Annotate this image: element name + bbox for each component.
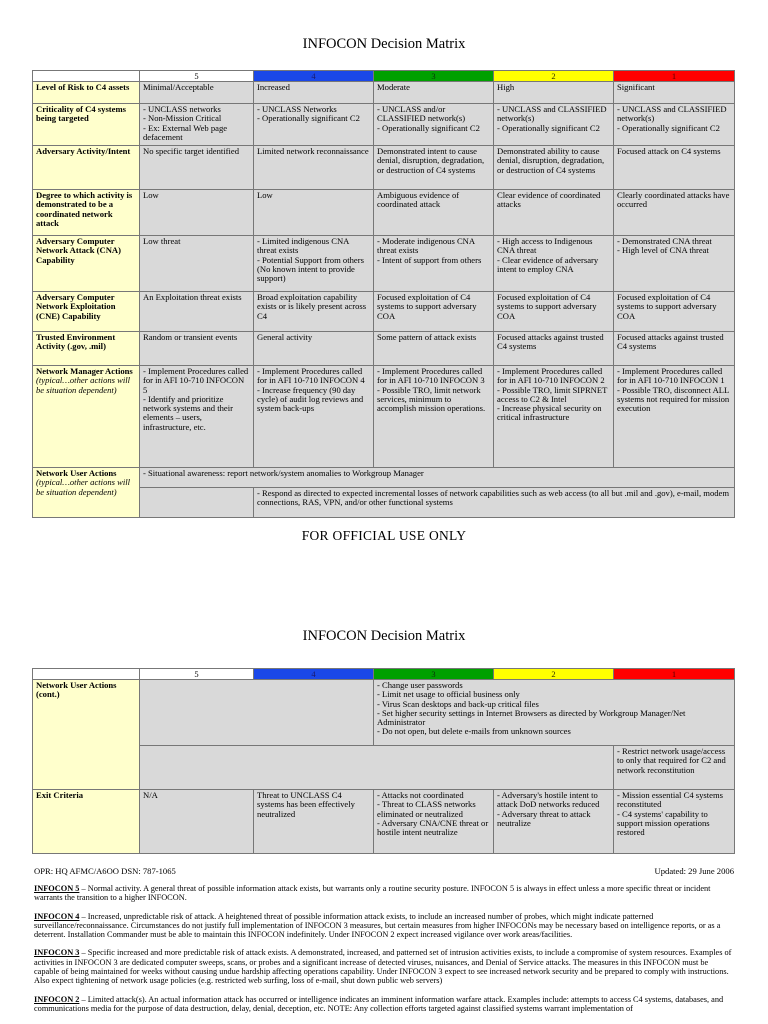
row-label-note: (typical…other actions will be situation dependent) [36, 375, 131, 395]
matrix-cell [494, 190, 614, 236]
matrix-cell [140, 190, 254, 236]
decision-matrix-page2 [32, 668, 735, 854]
row-label [33, 146, 140, 190]
decision-matrix-page1 [32, 70, 735, 518]
level-2-header: 2 [494, 669, 614, 680]
cell-line: - Moderate indigenous CNA threat exists [377, 236, 475, 256]
cell-line: Broad exploitation capability exists or is likely present across C4 [257, 292, 367, 321]
matrix-cell [140, 332, 254, 366]
matrix-cell [374, 366, 494, 468]
row-label [33, 236, 140, 292]
definition-text: – Specific increased and more predictable risk of attack exists. A demonstrated, increased, and patterned set of intrusion activities exists, to include a compromise of system resources. Examples of activities in INFOCON 3 are dedicated computer sweeps, scans, or probes and a significant increase of detected viruses, nuisances, and Denial of Service attacks. The measures in this INFOCON must be capable of being maintained for weeks without causing undue hardship affecting operations capability. Under INFOCON 3 expect to see increased network security and be prepared to comply with instructions. Also expect tightening of network usage policies (e.g. restricted web surfing, loss of e-mail, shut down public web servers) [34, 948, 732, 986]
matrix-row [33, 236, 735, 292]
matrix-cell [614, 104, 735, 146]
row-label-text: Adversary Activity/Intent [36, 146, 131, 156]
matrix-cell [140, 82, 254, 104]
definition-text: – Limited attack(s). An actual information attack has occurred or intelligence indicates an imminent information warfare attack. Examples include: attempts to access C4 systems, databases, and communications media for the purpose of data destruction, delay, denial, deception, etc. NOTE: Any collection efforts targeted against classified systems warrant implementation of [34, 994, 724, 1013]
cell-line: Low [257, 190, 273, 200]
definition-term: INFOCON 4 [34, 911, 80, 921]
cell-line: Significant [617, 82, 655, 92]
cell-line: Clear evidence of coordinated attacks [497, 190, 601, 210]
cell-line: - UNCLASS and/or CLASSIFIED network(s) [377, 104, 466, 124]
cell-line: - Demonstrated CNA threat [617, 236, 712, 246]
matrix-cell [140, 366, 254, 468]
cell-line: - Do not open, but delete e-mails from unknown sources [377, 726, 571, 737]
cell-line: - C4 systems' capability to support mission operations restored [617, 808, 710, 838]
matrix-cell [614, 236, 735, 292]
row-label-text: Adversary Computer Network Attack (CNA) Capability [36, 236, 121, 265]
cell-line: Threat to UNCLASS C4 systems has been effectively neutralized [257, 790, 355, 819]
user-actions-level1: - Restrict network usage/access to only that required for C2 and network reconstitution [614, 746, 735, 790]
cell-line: - UNCLASS Networks [257, 104, 337, 114]
cell-line: - UNCLASS and CLASSIFIED network(s) [497, 104, 607, 124]
cell-line: - Attacks not coordinated [377, 790, 464, 800]
matrix-cell [494, 236, 614, 292]
cell-line: Focused attacks against trusted C4 systems [617, 332, 724, 352]
level-header-row [33, 669, 735, 680]
definition-4 [34, 995, 734, 1014]
matrix-cell [140, 292, 254, 332]
cell-line: Demonstrated ability to cause denial, disruption, degradation, or destruction of C4 systems [497, 146, 605, 175]
cell-line: - UNCLASS and CLASSIFIED network(s) [617, 104, 727, 124]
cell-line: - Increase frequency (90 day cycle) of audit log reviews and system back-ups [257, 384, 364, 414]
user-actions-cont-empty-2 [140, 746, 614, 790]
page2-title: INFOCON Decision Matrix [302, 628, 466, 644]
definition-text: – Increased, unpredictable risk of attack. A heightened threat of possible information attack exists, to include an increased number of probes, which might indicate patterned surveillance/reconnaissance. Circumstances do not justify full implementation of INFOCON 3 measures, but certain measures from higher INFOCONs may be necessary based on intelligence reports, or as a deterrent. Installation Commander must be able to maintain this INFOCON indefinitely. Under INFOCON 2 expect increased vigilance over work areas/facilities. [34, 911, 721, 940]
exit-criteria-cell [140, 790, 254, 854]
cell-line: - Implement Procedures called for in AFI 10-710 INFOCON 2 [497, 366, 605, 386]
definition-2 [34, 912, 734, 940]
matrix-cell [374, 190, 494, 236]
row-label-text: Level of Risk to C4 assets [36, 82, 130, 92]
matrix-row [33, 146, 735, 190]
matrix-cell [374, 104, 494, 146]
cell-line: - Implement Procedures called for in AFI 10-710 INFOCON 1 [617, 366, 725, 386]
matrix-cell [254, 292, 374, 332]
matrix-cell [614, 292, 735, 332]
exit-criteria-label: Exit Criteria [33, 790, 140, 854]
matrix-cell [140, 236, 254, 292]
definition-text: – Normal activity. A general threat of possible information attack exists, but warrants only a routine security posture. INFOCON 5 is always in effect unless a more specific threat or incident warrants the transition to a higher INFOCON. [34, 884, 711, 903]
user-actions-row [33, 468, 735, 488]
cell-line: Low [143, 190, 159, 200]
user-actions-cont-empty [140, 680, 374, 746]
cell-line: - Ex: External Web page defacement [143, 122, 228, 142]
matrix-cell [140, 104, 254, 146]
cell-line: High [497, 82, 515, 92]
exit-criteria-cell [374, 790, 494, 854]
cell-line: - Virus Scan desktops and back-up critical files [377, 698, 539, 709]
matrix-cell [254, 332, 374, 366]
level-3-header: 3 [374, 71, 494, 82]
row-label-text: Criticality of C4 systems being targeted [36, 104, 126, 124]
user-actions-note: (typical…other actions will be situation dependent) [36, 477, 131, 497]
matrix-cell [140, 146, 254, 190]
row-label [33, 82, 140, 104]
matrix-cell [614, 332, 735, 366]
cell-line: Focused exploitation of C4 systems to support adversary COA [497, 292, 597, 321]
cell-line: - Threat to CLASS networks eliminated or neutralized [377, 799, 476, 819]
cell-line: - Set higher security settings in Internet Browsers as directed by Workgroup Manager/Net Administrator [377, 707, 686, 728]
cell-line: Ambiguous evidence of coordinated attack [377, 190, 460, 210]
matrix-row [33, 82, 735, 104]
matrix-row [33, 190, 735, 236]
cell-line: - Operationally significant C2 [617, 122, 720, 133]
cell-line: - Possible TRO, disconnect ALL systems not required for mission execution [617, 384, 730, 414]
level-5-header: 5 [140, 669, 254, 680]
exit-criteria-cell [614, 790, 735, 854]
header-spacer [33, 71, 140, 82]
cell-line: - Possible TRO, limit network services, minimum to accomplish mission operations. [377, 384, 486, 414]
cell-line: - Operationally significant C2 [377, 122, 480, 133]
cell-line: - Possible TRO, limit SIPRNET access to C2 & Intel [497, 384, 608, 404]
cell-line: - Limit net usage to official business only [377, 689, 520, 700]
matrix-row [33, 292, 735, 332]
matrix-cell [494, 104, 614, 146]
cell-line: - Identify and prioritize network systems and their elements – users, infrastructure, etc. [143, 393, 233, 432]
matrix-cell [494, 332, 614, 366]
definition-term: INFOCON 5 [34, 884, 80, 893]
cell-line: Focused exploitation of C4 systems to support adversary COA [377, 292, 477, 321]
matrix-cell [614, 366, 735, 468]
user-actions-empty-5 [140, 488, 254, 518]
cell-line: Increased [257, 82, 290, 92]
opr-line: OPR: HQ AFMC/A6OO DSN: 787-1065 [34, 866, 176, 876]
cell-line: Focused exploitation of C4 systems to support adversary COA [617, 292, 717, 321]
matrix-cell [254, 366, 374, 468]
exit-criteria-cell [254, 790, 374, 854]
cell-line: - Adversary threat to attack neutralize [497, 808, 591, 828]
row-label [33, 292, 140, 332]
definition-1 [34, 884, 734, 903]
user-actions-label-text: Network User Actions [36, 468, 117, 478]
matrix-cell [374, 82, 494, 104]
matrix-cell [494, 292, 614, 332]
user-actions-respond: - Respond as directed to expected incremental losses of network capabilities such as web access (to all but .mil and .gov), e-mail, modem connections, RAS, VPN, and/or other functional systems [254, 488, 735, 518]
matrix-cell [254, 146, 374, 190]
cell-line: - Operationally significant C2 [497, 122, 600, 133]
cell-line: Low threat [143, 236, 181, 246]
cell-line: N/A [143, 790, 158, 800]
cell-line: Random or transient events [143, 332, 238, 342]
matrix-cell [374, 146, 494, 190]
page1-title: INFOCON Decision Matrix [302, 36, 466, 52]
cell-line: Clearly coordinated attacks have occurred [617, 190, 730, 210]
cell-line: Focused attack on C4 systems [617, 146, 721, 156]
row-label-text: Trusted Environment Activity (.gov, .mil) [36, 332, 116, 352]
level-1-header: 1 [614, 71, 735, 82]
user-actions-cont-items [374, 680, 735, 746]
cell-line: - Adversary CNA/CNE threat or hostile intent neutralize [377, 817, 489, 838]
cell-line: Demonstrated intent to cause denial, disruption, degradation, or destruction of C4 systems [377, 146, 485, 175]
infocon-definitions [34, 884, 734, 1022]
matrix-row [33, 332, 735, 366]
cell-line: - UNCLASS networks [143, 104, 221, 114]
cell-line: - Adversary's hostile intent to attack DoD networks reduced [497, 790, 600, 810]
definition-term: INFOCON 3 [34, 948, 80, 958]
cell-line: Moderate [377, 82, 410, 92]
matrix-cell [614, 146, 735, 190]
row-label [33, 104, 140, 146]
matrix-cell [374, 236, 494, 292]
definition-3 [34, 948, 734, 985]
level-5-header: 5 [140, 71, 254, 82]
user-actions-situational: - Situational awareness: report network/system anomalies to Workgroup Manager [140, 468, 735, 488]
row-label-text: Network Manager Actions [36, 366, 133, 376]
cell-line: - Change user passwords [377, 680, 463, 690]
cell-line: - High level of CNA threat [617, 245, 709, 256]
matrix-cell [494, 146, 614, 190]
cell-line: - Operationally significant C2 [257, 113, 360, 124]
cell-line: - Mission essential C4 systems reconstituted [617, 790, 723, 810]
level-header-row [33, 71, 735, 82]
cell-line: - Implement Procedures called for in AFI 10-710 INFOCON 4 [257, 366, 365, 386]
exit-criteria-cell [494, 790, 614, 854]
cell-line: Minimal/Acceptable [143, 82, 214, 92]
definition-term: INFOCON 2 [34, 994, 80, 1004]
row-label [33, 332, 140, 366]
matrix-cell [494, 366, 614, 468]
cell-line: - High access to Indigenous CNA threat [497, 236, 593, 256]
level-4-header: 4 [254, 71, 374, 82]
user-actions-label [33, 468, 140, 518]
cell-line: - Increase physical security on critical infrastructure [497, 403, 602, 423]
level-4-header: 4 [254, 669, 374, 680]
user-actions-cont-label: Network User Actions (cont.) [33, 680, 140, 790]
row-label-text: Adversary Computer Network Exploitation (CNE) Capability [36, 292, 116, 321]
matrix-row [33, 104, 735, 146]
cell-line: No specific target identified [143, 146, 240, 156]
row-label [33, 366, 140, 468]
cell-line: General activity [257, 332, 313, 342]
exit-criteria-row [33, 790, 735, 854]
cell-line: An Exploitation threat exists [143, 292, 242, 302]
row-label [33, 190, 140, 236]
matrix-cell [254, 236, 374, 292]
cell-line: - Non-Mission Critical [143, 113, 222, 124]
level-3-header: 3 [374, 669, 494, 680]
matrix-cell [254, 190, 374, 236]
level-1-header: 1 [614, 669, 735, 680]
official-use-banner: FOR OFFICIAL USE ONLY [301, 528, 467, 543]
user-actions-cont-row [33, 680, 735, 746]
cell-line: Limited network reconnaissance [257, 146, 369, 156]
cell-line: - Potential Support from others (No known intent to provide support) [257, 254, 364, 284]
cell-line: - Implement Procedures called for in AFI 10-710 INFOCON 5 [143, 366, 249, 395]
cell-line: Some pattern of attack exists [377, 332, 477, 342]
matrix-cell [614, 82, 735, 104]
matrix-cell [494, 82, 614, 104]
matrix-cell [374, 292, 494, 332]
cell-line: - Implement Procedures called for in AFI 10-710 INFOCON 3 [377, 366, 485, 386]
cell-line: - Clear evidence of adversary intent to employ CNA [497, 254, 599, 274]
matrix-cell [614, 190, 735, 236]
matrix-cell [254, 82, 374, 104]
level-2-header: 2 [494, 71, 614, 82]
matrix-cell [374, 332, 494, 366]
updated-date: Updated: 29 June 2006 [654, 866, 734, 876]
matrix-cell [254, 104, 374, 146]
matrix-row [33, 366, 735, 468]
cell-line: - Limited indigenous CNA threat exists [257, 236, 349, 256]
header-spacer [33, 669, 140, 680]
cell-line: Focused attacks against trusted C4 systems [497, 332, 604, 352]
cell-line: - Intent of support from others [377, 254, 482, 265]
row-label-text: Degree to which activity is demonstrated to be a coordinated network attack [36, 190, 133, 228]
